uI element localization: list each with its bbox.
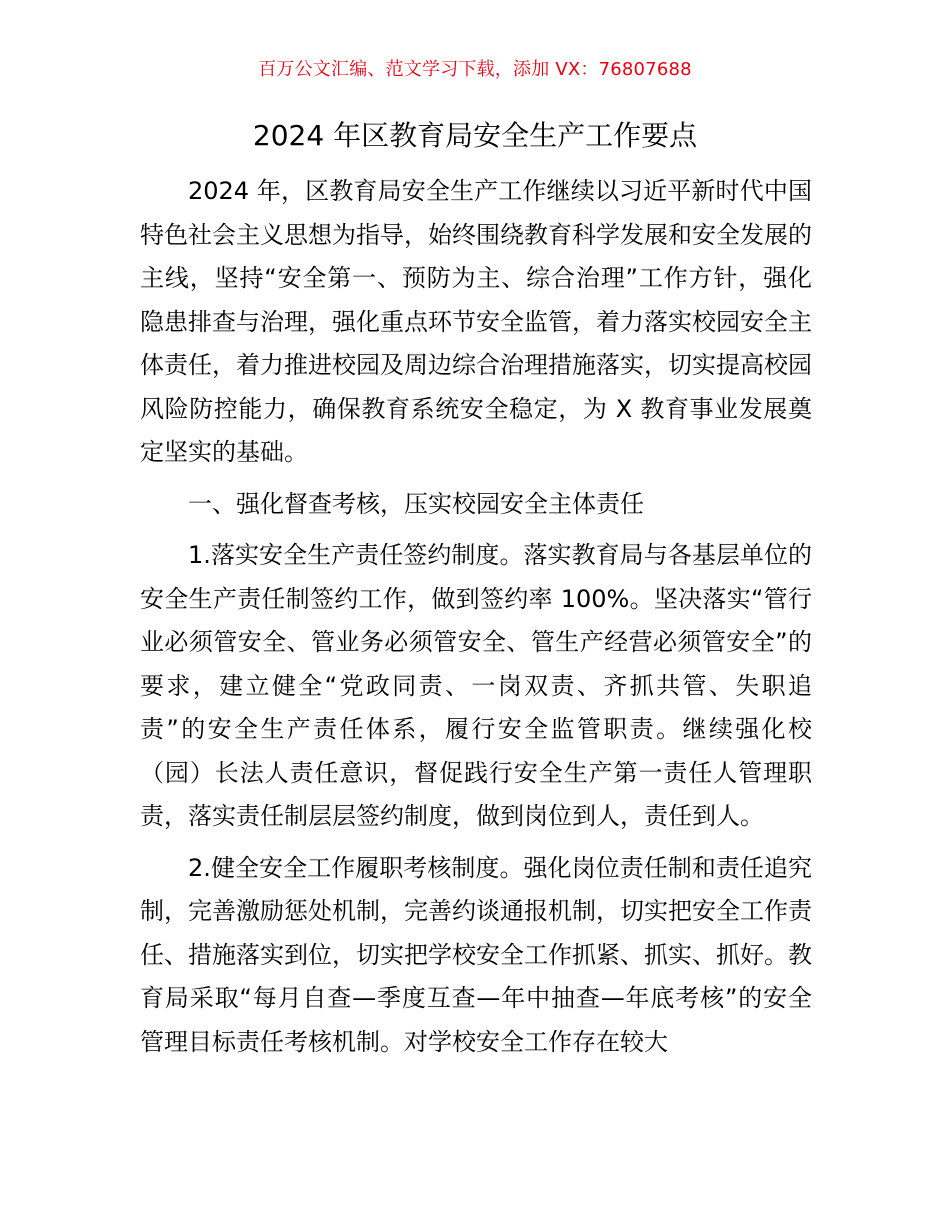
header-watermark-note: 百万公文汇编、范文学习下载，添加 VX：76807688: [258, 59, 692, 80]
document-body: [140, 170, 812, 1064]
intro-paragraph: 2024 年，区教育局安全生产工作继续以习近平新时代中国特色社会主义思想为指导，始终围绕教育科学发展和安全发展的主线，坚持“安全第一、预防为主、综合治理”工作方针，强化隐患排查与治理，强化重点环节安全监管，着力落实校园安全主体责任，着力推进校园及周边综合治理措施落实，切实提高校园风险防控能力，确保教育系统安全稳定，为 X 教育事业发展奠定坚实的基础。: [140, 177, 812, 466]
document-title: 2024 年区教育局安全生产工作要点: [252, 119, 698, 152]
item-paragraph-1: 1.落实安全生产责任签约制度。落实教育局与各基层单位的安全生产责任制签约工作，做到签约率 100%。坚决落实“管行业必须管安全、管业务必须管安全、管生产经营必须管安全”的要求，建立健全“党政同责、一岗双责、齐抓共管、失职追责”的安全生产责任体系，履行安全监管职责。继续强化校（园）长法人责任意识，督促践行安全生产第一责任人管理职责，落实责任制层层签约制度，做到岗位到人，责任到人。: [140, 541, 812, 830]
item-paragraph-2: 2.健全安全工作履职考核制度。强化岗位责任制和责任追究制，完善激励惩处机制，完善约谈通报机制，切实把安全工作责任、措施落实到位，切实把学校安全工作抓紧、抓实、抓好。教育局采取“每月自查—季度互查—年中抽查—年底考核”的安全管理目标责任考核机制。对学校安全工作存在较大: [140, 853, 812, 1056]
section-heading: 一、强化督查考核，压实校园安全主体责任: [188, 489, 644, 518]
